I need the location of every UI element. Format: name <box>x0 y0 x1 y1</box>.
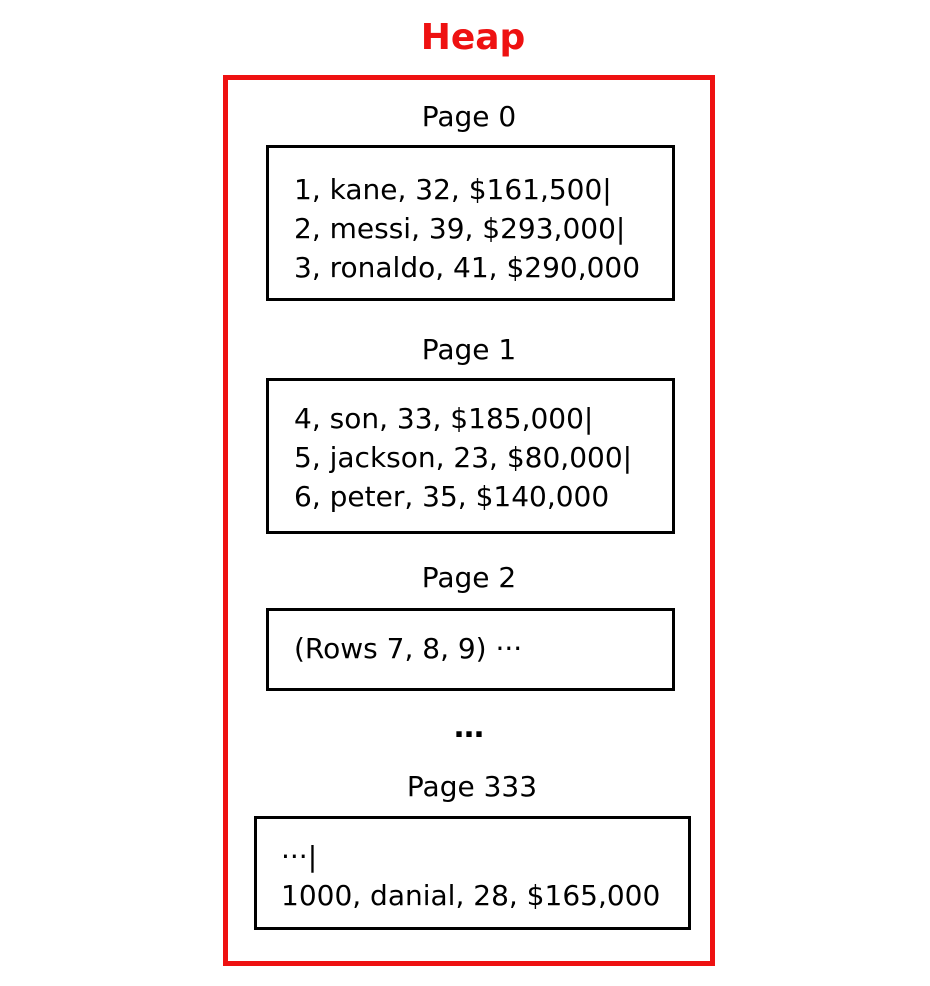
page-1-row-3: 6, peter, 35, $140,000 <box>294 480 610 513</box>
page-2-label: Page 2 <box>421 561 517 594</box>
page-0-box <box>266 145 675 301</box>
page-0-row-1: 1, kane, 32, $161,500| <box>294 173 612 206</box>
page-333-row-1: ···| <box>281 840 318 873</box>
page-333-box <box>254 816 691 930</box>
page-1-row-1: 4, son, 33, $185,000| <box>294 402 594 435</box>
page-0-row-2: 2, messi, 39, $293,000| <box>294 212 626 245</box>
pages-gap-ellipsis: … <box>454 710 484 745</box>
page-333-label: Page 333 <box>406 770 538 803</box>
page-0-label: Page 0 <box>421 100 517 133</box>
page-1-row-2: 5, jackson, 23, $80,000| <box>294 441 633 474</box>
heap-title: Heap <box>420 17 526 58</box>
page-333-row-2: 1000, danial, 28, $165,000 <box>281 879 661 912</box>
page-2-row-1: (Rows 7, 8, 9) ··· <box>294 632 523 665</box>
page-2-box <box>266 608 675 691</box>
page-1-box <box>266 378 675 534</box>
page-0-row-3: 3, ronaldo, 41, $290,000 <box>294 251 641 284</box>
page-1-label: Page 1 <box>421 333 517 366</box>
